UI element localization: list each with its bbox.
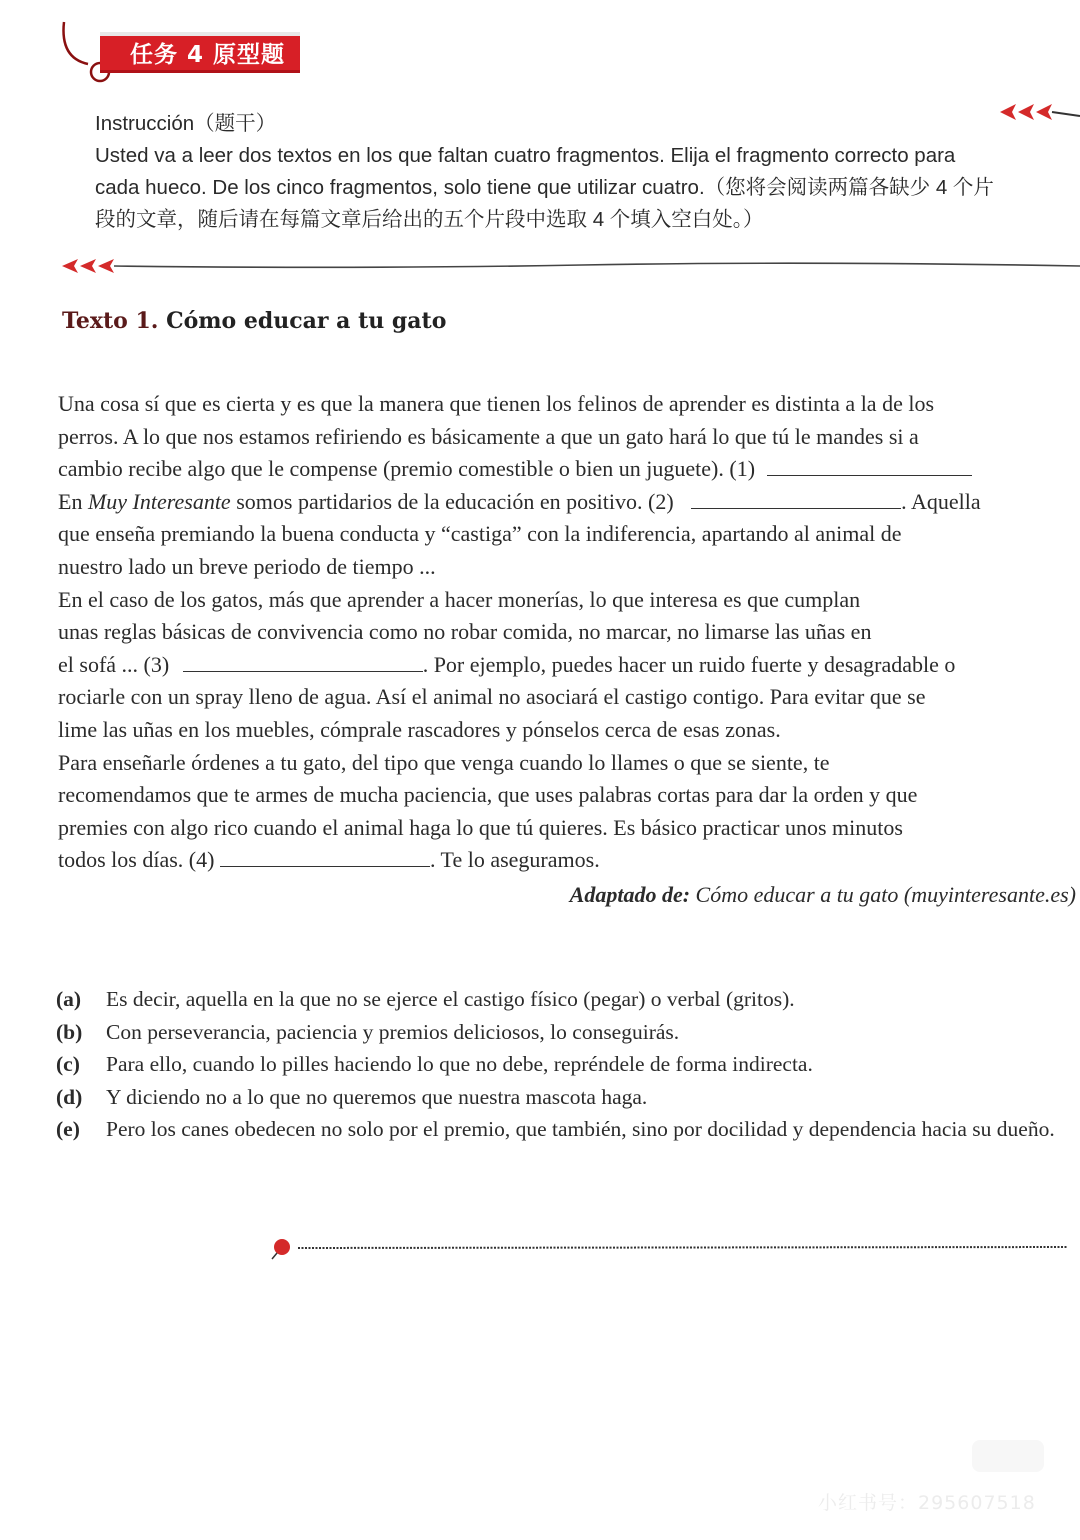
option-label: (a): [56, 987, 82, 1011]
body-text: . Te lo aseguramos.: [429, 847, 600, 873]
source-citation: [570, 882, 1076, 908]
option-label: (c): [56, 1052, 80, 1077]
body-line: unas reglas básicas de convivencia como no robar comida, no marcar, no limarse las uñas en: [58, 619, 872, 645]
banner-ribbon: [100, 32, 300, 73]
instruction-line: Usted va a leer dos textos en los que faltan cuatro fragmentos. Elija el fragmento correcto para: [95, 144, 956, 167]
body-line: [58, 486, 1080, 519]
body-text: somos partidarios de la educación en positivo. (2): [230, 488, 680, 514]
body-line: [58, 844, 1080, 877]
gap-3-blank[interactable]: [183, 653, 423, 672]
text-number: Texto 1.: [62, 308, 159, 334]
body-line: recomendamos que te armes de mucha paciencia, que uses palabras cortas para dar la orden y que: [58, 782, 918, 808]
magazine-name: Muy Interesante: [87, 488, 231, 514]
body-line: nuestro lado un breve periodo de tiempo ...: [58, 553, 436, 579]
body-line: que enseña premiando la buena conducta y “castiga” con la indiferencia, apartando al animal de: [58, 521, 902, 547]
body-line: En el caso de los gatos, más que aprender a hacer monerías, lo que interesa es que cumplan: [58, 586, 861, 612]
watermark: 小红书号：295607518: [818, 1492, 1036, 1514]
instruction-title: Instrucción（题干）: [95, 112, 277, 135]
body-line: Para enseñarle órdenes a tu gato, del tipo que venga cuando lo llames o que se siente, te: [58, 749, 830, 775]
body-line: [58, 453, 1080, 486]
option-text: Es decir, aquella en la que no se ejerce el castigo físico (pegar) o verbal (gritos).: [106, 987, 795, 1011]
source-label: Adaptado de:: [569, 882, 691, 907]
option-label: (d): [56, 1084, 83, 1109]
watermark-logo-icon: [972, 1440, 1044, 1472]
body-line: Una cosa sí que es cierta y es que la manera que tienen los felinos de aprender es distinta a la de los: [58, 391, 935, 416]
option-label: (e): [56, 1117, 80, 1142]
body-text: En: [58, 488, 88, 514]
option-c: [56, 1048, 1080, 1081]
body-text: el sofá ... (3): [58, 651, 175, 677]
option-a: [56, 983, 1080, 1016]
option-label: (b): [56, 1019, 83, 1044]
gap-4-blank[interactable]: [220, 848, 430, 867]
body-text: . Aquella: [901, 488, 981, 514]
option-d: [56, 1081, 1080, 1114]
instruction-line: 段的文章，随后请在每篇文章后给出的五个片段中选取 4 个填入空白处。）: [95, 208, 764, 231]
banner-title: 任务 4 原型题: [130, 42, 286, 68]
body-text: cambio recibe algo que le compense (premio comestible o bien un juguete). (1): [58, 456, 761, 482]
gap-1-blank[interactable]: [767, 457, 972, 476]
body-line: premies con algo rico cuando el animal haga lo que tú quieres. Es básico practicar unos minutos: [58, 814, 903, 840]
text-heading: Cómo educar a tu gato: [166, 308, 447, 334]
body-line: lime las uñas en los muebles, cómprale rascadores y pónselos cerca de esas zonas.: [58, 716, 781, 742]
fragment-options: [56, 983, 1080, 1146]
article-body: [58, 388, 1080, 877]
body-text: . Por ejemplo, puedes hacer un ruido fuerte y desagradable o: [422, 651, 956, 677]
option-b: [56, 1016, 1080, 1049]
option-text: Con perseverancia, paciencia y premios deliciosos, lo conseguirás.: [106, 1019, 680, 1044]
source-text: Cómo educar a tu gato (muyinteresante.es): [690, 882, 1076, 907]
pin-dotted-divider: [268, 1236, 1080, 1260]
option-text: Y diciendo no a lo que no queremos que nuestra mascota haga.: [106, 1084, 648, 1109]
text-title: [62, 308, 446, 334]
instruction-block: [95, 108, 1070, 236]
body-line: perros. A lo que nos estamos refiriendo es básicamente a que un gato hará lo que tú le mandes si a: [58, 423, 919, 449]
instruction-line: cada hueco. De los cinco fragmentos, solo tiene que utilizar cuatro.（您将会阅读两篇各缺少 4 个片: [95, 176, 994, 199]
body-line: [58, 649, 1080, 682]
body-text: todos los días. (4): [58, 847, 220, 873]
arrow-divider: [62, 256, 1080, 276]
option-text: Pero los canes obedecen no solo por el premio, que también, sino por docilidad y dependencia hacia su dueño.: [106, 1117, 1055, 1142]
option-e: [56, 1113, 1080, 1146]
section-banner: [58, 18, 308, 83]
body-line: rociarle con un spray lleno de agua. Así el animal no asociará el castigo contigo. Para evitar que se: [58, 684, 926, 710]
gap-2-blank[interactable]: [691, 490, 901, 509]
option-text: Para ello, cuando lo pilles haciendo lo que no debe, repréndele de forma indirecta.: [106, 1052, 813, 1077]
